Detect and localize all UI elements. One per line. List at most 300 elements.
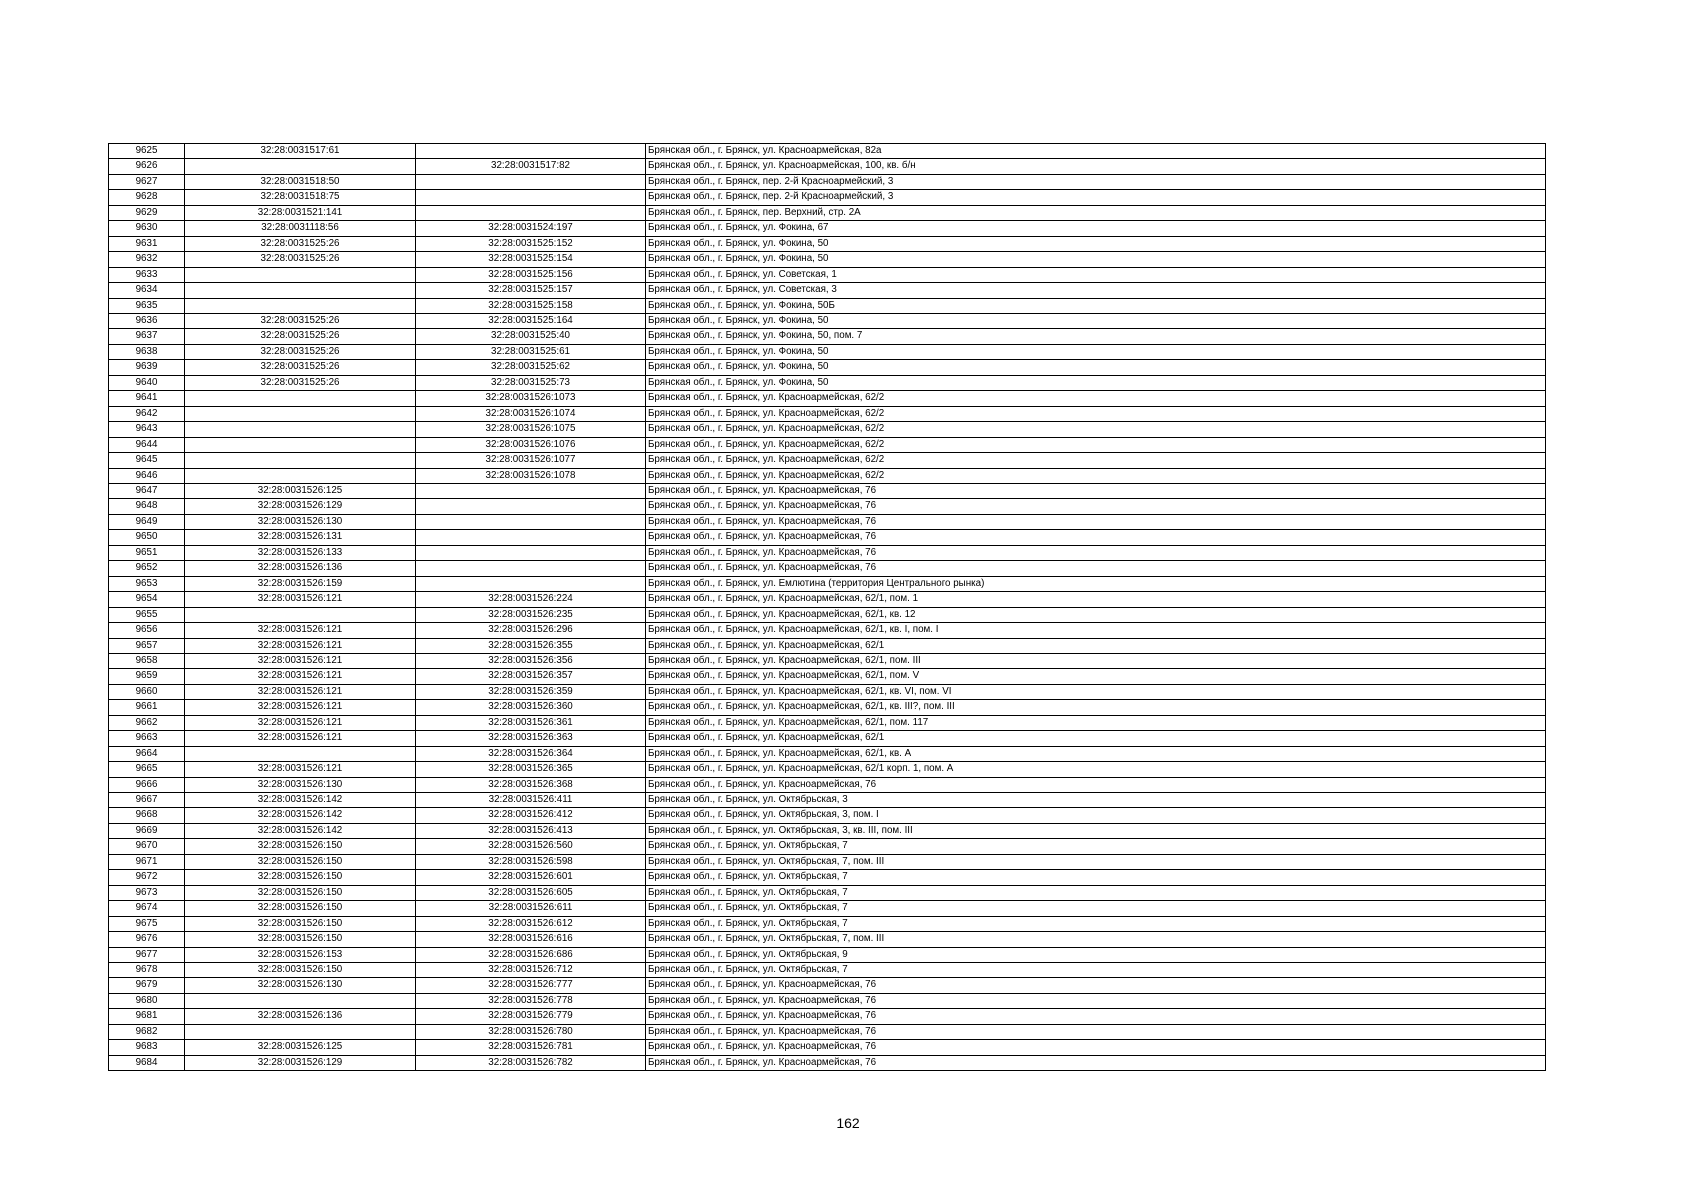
row-number-cell: 9652 <box>109 561 185 576</box>
parent-cadastral-number-cell: 32:28:0031526:150 <box>185 916 416 931</box>
parent-cadastral-number-cell: 32:28:0031526:121 <box>185 638 416 653</box>
table-row <box>109 963 1546 978</box>
parent-cadastral-number-cell <box>185 993 416 1008</box>
table-row <box>109 391 1546 406</box>
address-cell: Брянская обл., г. Брянск, ул. Красноармейская, 62/2 <box>646 406 1546 421</box>
address-cell: Брянская обл., г. Брянск, ул. Октябрьская, 7, пом. III <box>646 932 1546 947</box>
table-row <box>109 298 1546 313</box>
parent-cadastral-number-cell <box>185 746 416 761</box>
table-row <box>109 545 1546 560</box>
address-cell: Брянская обл., г. Брянск, ул. Октябрьская, 7 <box>646 963 1546 978</box>
row-number-cell: 9653 <box>109 576 185 591</box>
address-cell: Брянская обл., г. Брянск, ул. Красноармейская, 100, кв. б/н <box>646 159 1546 174</box>
cadastral-number-cell <box>416 483 646 498</box>
cadastral-number-cell <box>416 561 646 576</box>
parent-cadastral-number-cell: 32:28:0031526:121 <box>185 762 416 777</box>
cadastral-number-cell: 32:28:0031525:158 <box>416 298 646 313</box>
cadastral-number-cell <box>416 190 646 205</box>
table-row <box>109 623 1546 638</box>
address-cell: Брянская обл., г. Брянск, ул. Фокина, 50 <box>646 375 1546 390</box>
address-cell: Брянская обл., г. Брянск, ул. Октябрьская, 7 <box>646 839 1546 854</box>
table-row <box>109 561 1546 576</box>
address-cell: Брянская обл., г. Брянск, ул. Советская, 1 <box>646 267 1546 282</box>
parent-cadastral-number-cell: 32:28:0031526:130 <box>185 978 416 993</box>
parent-cadastral-number-cell: 32:28:0031526:142 <box>185 793 416 808</box>
parent-cadastral-number-cell: 32:28:0031526:125 <box>185 1040 416 1055</box>
cadastral-number-cell: 32:28:0031526:296 <box>416 623 646 638</box>
cadastral-number-cell: 32:28:0031526:360 <box>416 700 646 715</box>
row-number-cell: 9663 <box>109 731 185 746</box>
parent-cadastral-number-cell: 32:28:0031526:159 <box>185 576 416 591</box>
cadastral-number-cell: 32:28:0031526:365 <box>416 762 646 777</box>
table-row <box>109 422 1546 437</box>
table-row <box>109 406 1546 421</box>
cadastral-number-cell: 32:28:0031525:62 <box>416 360 646 375</box>
row-number-cell: 9627 <box>109 174 185 189</box>
parent-cadastral-number-cell: 32:28:0031518:75 <box>185 190 416 205</box>
parent-cadastral-number-cell <box>185 391 416 406</box>
address-cell: Брянская обл., г. Брянск, ул. Фокина, 50Б <box>646 298 1546 313</box>
cadastral-number-cell: 32:28:0031526:601 <box>416 870 646 885</box>
parent-cadastral-number-cell: 32:28:0031525:26 <box>185 236 416 251</box>
address-cell: Брянская обл., г. Брянск, ул. Октябрьская, 7 <box>646 870 1546 885</box>
parent-cadastral-number-cell: 32:28:0031526:150 <box>185 901 416 916</box>
table-row <box>109 731 1546 746</box>
parent-cadastral-number-cell: 32:28:0031526:130 <box>185 777 416 792</box>
table-row <box>109 916 1546 931</box>
table-row <box>109 267 1546 282</box>
row-number-cell: 9673 <box>109 885 185 900</box>
cadastral-number-cell: 32:28:0031526:412 <box>416 808 646 823</box>
address-cell: Брянская обл., г. Брянск, ул. Красноармейская, 62/1 корп. 1, пом. А <box>646 762 1546 777</box>
address-cell: Брянская обл., г. Брянск, ул. Красноармейская, 76 <box>646 1040 1546 1055</box>
address-cell: Брянская обл., г. Брянск, ул. Красноармейская, 62/2 <box>646 422 1546 437</box>
parent-cadastral-number-cell: 32:28:0031526:125 <box>185 483 416 498</box>
parent-cadastral-number-cell <box>185 298 416 313</box>
table-row <box>109 793 1546 808</box>
row-number-cell: 9625 <box>109 144 185 159</box>
address-cell: Брянская обл., г. Брянск, ул. Емлютина (территория Центрального рынка) <box>646 576 1546 591</box>
table-row <box>109 854 1546 869</box>
page-number: 162 <box>836 1115 860 1131</box>
address-cell: Брянская обл., г. Брянск, ул. Красноармейская, 76 <box>646 1024 1546 1039</box>
cadastral-number-cell: 32:28:0031526:686 <box>416 947 646 962</box>
table-row <box>109 530 1546 545</box>
cadastral-number-cell: 32:28:0031526:781 <box>416 1040 646 1055</box>
parent-cadastral-number-cell: 32:28:0031525:26 <box>185 360 416 375</box>
cadastral-number-cell <box>416 530 646 545</box>
table-row <box>109 1040 1546 1055</box>
row-number-cell: 9651 <box>109 545 185 560</box>
table-row <box>109 777 1546 792</box>
cadastral-number-cell: 32:28:0031526:782 <box>416 1055 646 1070</box>
table-row <box>109 870 1546 885</box>
table-row <box>109 499 1546 514</box>
parent-cadastral-number-cell <box>185 283 416 298</box>
table-row <box>109 360 1546 375</box>
cadastral-number-cell: 32:28:0031526:1078 <box>416 468 646 483</box>
parent-cadastral-number-cell <box>185 406 416 421</box>
row-number-cell: 9659 <box>109 669 185 684</box>
table-row <box>109 808 1546 823</box>
cadastral-number-cell <box>416 174 646 189</box>
cadastral-number-cell: 32:28:0031526:235 <box>416 607 646 622</box>
cadastral-number-cell: 32:28:0031526:779 <box>416 1009 646 1024</box>
row-number-cell: 9670 <box>109 839 185 854</box>
document-sheet <box>108 143 1545 1071</box>
cadastral-number-cell: 32:28:0031525:164 <box>416 313 646 328</box>
row-number-cell: 9684 <box>109 1055 185 1070</box>
cadastral-number-cell: 32:28:0031526:778 <box>416 993 646 1008</box>
parent-cadastral-number-cell: 32:28:0031521:141 <box>185 205 416 220</box>
parent-cadastral-number-cell: 32:28:0031526:121 <box>185 715 416 730</box>
cadastral-number-cell: 32:28:0031526:1074 <box>416 406 646 421</box>
parent-cadastral-number-cell: 32:28:0031526:121 <box>185 623 416 638</box>
table-row <box>109 144 1546 159</box>
row-number-cell: 9667 <box>109 793 185 808</box>
cadastral-number-cell: 32:28:0031526:361 <box>416 715 646 730</box>
cadastral-number-cell: 32:28:0031526:780 <box>416 1024 646 1039</box>
row-number-cell: 9628 <box>109 190 185 205</box>
address-cell: Брянская обл., г. Брянск, пер. 2-й Красноармейский, 3 <box>646 174 1546 189</box>
table-row <box>109 715 1546 730</box>
cadastral-number-cell: 32:28:0031526:368 <box>416 777 646 792</box>
cadastral-number-cell: 32:28:0031526:411 <box>416 793 646 808</box>
cadastral-number-cell: 32:28:0031526:413 <box>416 823 646 838</box>
address-cell: Брянская обл., г. Брянск, ул. Фокина, 50, пом. 7 <box>646 329 1546 344</box>
table-row <box>109 344 1546 359</box>
table-row <box>109 669 1546 684</box>
table-row <box>109 205 1546 220</box>
address-cell: Брянская обл., г. Брянск, ул. Октябрьская, 9 <box>646 947 1546 962</box>
parent-cadastral-number-cell: 32:28:0031526:133 <box>185 545 416 560</box>
parent-cadastral-number-cell: 32:28:0031526:150 <box>185 885 416 900</box>
table-row <box>109 174 1546 189</box>
cadastral-number-cell: 32:28:0031526:611 <box>416 901 646 916</box>
address-cell: Брянская обл., г. Брянск, ул. Красноармейская, 76 <box>646 777 1546 792</box>
parent-cadastral-number-cell: 32:28:0031526:136 <box>185 1009 416 1024</box>
row-number-cell: 9654 <box>109 592 185 607</box>
address-cell: Брянская обл., г. Брянск, ул. Октябрьская, 7 <box>646 885 1546 900</box>
row-number-cell: 9662 <box>109 715 185 730</box>
table-row <box>109 453 1546 468</box>
table-row <box>109 993 1546 1008</box>
table-row <box>109 1024 1546 1039</box>
table-row <box>109 932 1546 947</box>
address-cell: Брянская обл., г. Брянск, ул. Красноармейская, 62/1, кв. III?, пом. III <box>646 700 1546 715</box>
row-number-cell: 9643 <box>109 422 185 437</box>
parent-cadastral-number-cell: 32:28:0031526:121 <box>185 731 416 746</box>
table-row <box>109 638 1546 653</box>
parent-cadastral-number-cell <box>185 422 416 437</box>
row-number-cell: 9656 <box>109 623 185 638</box>
cadastral-number-cell <box>416 576 646 591</box>
row-number-cell: 9629 <box>109 205 185 220</box>
row-number-cell: 9661 <box>109 700 185 715</box>
cadastral-number-cell: 32:28:0031526:364 <box>416 746 646 761</box>
cadastral-number-cell <box>416 205 646 220</box>
cadastral-number-cell: 32:28:0031526:1076 <box>416 437 646 452</box>
row-number-cell: 9640 <box>109 375 185 390</box>
table-row <box>109 885 1546 900</box>
cadastral-table <box>108 143 1546 1071</box>
cadastral-number-cell: 32:28:0031526:1075 <box>416 422 646 437</box>
cadastral-number-cell: 32:28:0031526:224 <box>416 592 646 607</box>
cadastral-number-cell: 32:28:0031526:616 <box>416 932 646 947</box>
cadastral-number-cell <box>416 499 646 514</box>
parent-cadastral-number-cell: 32:28:0031525:26 <box>185 375 416 390</box>
table-row <box>109 1055 1546 1070</box>
parent-cadastral-number-cell: 32:28:0031526:131 <box>185 530 416 545</box>
table-row <box>109 653 1546 668</box>
address-cell: Брянская обл., г. Брянск, ул. Красноармейская, 62/2 <box>646 391 1546 406</box>
address-cell: Брянская обл., г. Брянск, ул. Октябрьская, 7 <box>646 916 1546 931</box>
cadastral-number-cell: 32:28:0031525:154 <box>416 252 646 267</box>
cadastral-number-cell: 32:28:0031517:82 <box>416 159 646 174</box>
table-row <box>109 901 1546 916</box>
cadastral-number-cell: 32:28:0031525:156 <box>416 267 646 282</box>
cadastral-number-cell: 32:28:0031525:157 <box>416 283 646 298</box>
cadastral-number-cell: 32:28:0031526:598 <box>416 854 646 869</box>
row-number-cell: 9638 <box>109 344 185 359</box>
row-number-cell: 9642 <box>109 406 185 421</box>
address-cell: Брянская обл., г. Брянск, ул. Фокина, 50 <box>646 360 1546 375</box>
cadastral-number-cell: 32:28:0031525:61 <box>416 344 646 359</box>
table-row <box>109 576 1546 591</box>
row-number-cell: 9683 <box>109 1040 185 1055</box>
row-number-cell: 9658 <box>109 653 185 668</box>
cadastral-number-cell: 32:28:0031526:777 <box>416 978 646 993</box>
address-cell: Брянская обл., г. Брянск, ул. Красноармейская, 62/1, кв. VI, пом. VI <box>646 684 1546 699</box>
row-number-cell: 9644 <box>109 437 185 452</box>
cadastral-number-cell: 32:28:0031526:363 <box>416 731 646 746</box>
table-row <box>109 700 1546 715</box>
address-cell: Брянская обл., г. Брянск, ул. Красноармейская, 62/2 <box>646 453 1546 468</box>
address-cell: Брянская обл., г. Брянск, ул. Фокина, 50 <box>646 236 1546 251</box>
row-number-cell: 9671 <box>109 854 185 869</box>
table-row <box>109 313 1546 328</box>
address-cell: Брянская обл., г. Брянск, ул. Фокина, 50 <box>646 252 1546 267</box>
parent-cadastral-number-cell <box>185 437 416 452</box>
row-number-cell: 9634 <box>109 283 185 298</box>
address-cell: Брянская обл., г. Брянск, ул. Красноармейская, 76 <box>646 514 1546 529</box>
row-number-cell: 9646 <box>109 468 185 483</box>
row-number-cell: 9647 <box>109 483 185 498</box>
row-number-cell: 9660 <box>109 684 185 699</box>
parent-cadastral-number-cell <box>185 1024 416 1039</box>
row-number-cell: 9681 <box>109 1009 185 1024</box>
parent-cadastral-number-cell <box>185 159 416 174</box>
cadastral-number-cell: 32:28:0031525:73 <box>416 375 646 390</box>
table-row <box>109 375 1546 390</box>
address-cell: Брянская обл., г. Брянск, ул. Красноармейская, 62/1, пом. 117 <box>646 715 1546 730</box>
cadastral-number-cell: 32:28:0031524:197 <box>416 221 646 236</box>
address-cell: Брянская обл., г. Брянск, ул. Красноармейская, 62/1, пом. III <box>646 653 1546 668</box>
cadastral-number-cell: 32:28:0031526:357 <box>416 669 646 684</box>
cadastral-number-cell: 32:28:0031526:560 <box>416 839 646 854</box>
table-row <box>109 607 1546 622</box>
row-number-cell: 9632 <box>109 252 185 267</box>
row-number-cell: 9630 <box>109 221 185 236</box>
address-cell: Брянская обл., г. Брянск, ул. Красноармейская, 62/1, пом. 1 <box>646 592 1546 607</box>
address-cell: Брянская обл., г. Брянск, ул. Красноармейская, 76 <box>646 530 1546 545</box>
address-cell: Брянская обл., г. Брянск, ул. Красноармейская, 62/1, кв. I, пом. I <box>646 623 1546 638</box>
row-number-cell: 9650 <box>109 530 185 545</box>
row-number-cell: 9672 <box>109 870 185 885</box>
address-cell: Брянская обл., г. Брянск, ул. Фокина, 50 <box>646 313 1546 328</box>
parent-cadastral-number-cell: 32:28:0031526:150 <box>185 963 416 978</box>
cadastral-table-body <box>109 144 1546 1071</box>
address-cell: Брянская обл., г. Брянск, ул. Красноармейская, 76 <box>646 1055 1546 1070</box>
parent-cadastral-number-cell: 32:28:0031526:150 <box>185 870 416 885</box>
parent-cadastral-number-cell <box>185 267 416 282</box>
address-cell: Брянская обл., г. Брянск, ул. Октябрьская, 7 <box>646 901 1546 916</box>
address-cell: Брянская обл., г. Брянск, ул. Красноармейская, 82а <box>646 144 1546 159</box>
parent-cadastral-number-cell: 32:28:0031526:150 <box>185 839 416 854</box>
row-number-cell: 9626 <box>109 159 185 174</box>
row-number-cell: 9669 <box>109 823 185 838</box>
parent-cadastral-number-cell: 32:28:0031526:130 <box>185 514 416 529</box>
table-row <box>109 823 1546 838</box>
row-number-cell: 9680 <box>109 993 185 1008</box>
parent-cadastral-number-cell: 32:28:0031526:121 <box>185 684 416 699</box>
cadastral-number-cell: 32:28:0031526:712 <box>416 963 646 978</box>
address-cell: Брянская обл., г. Брянск, ул. Красноармейская, 76 <box>646 1009 1546 1024</box>
table-row <box>109 283 1546 298</box>
address-cell: Брянская обл., г. Брянск, ул. Октябрьская, 3, кв. III, пом. III <box>646 823 1546 838</box>
table-row <box>109 839 1546 854</box>
table-row <box>109 746 1546 761</box>
table-row <box>109 684 1546 699</box>
cadastral-number-cell <box>416 514 646 529</box>
cadastral-number-cell: 32:28:0031526:355 <box>416 638 646 653</box>
address-cell: Брянская обл., г. Брянск, пер. 2-й Красноармейский, 3 <box>646 190 1546 205</box>
parent-cadastral-number-cell: 32:28:0031526:121 <box>185 669 416 684</box>
row-number-cell: 9637 <box>109 329 185 344</box>
row-number-cell: 9657 <box>109 638 185 653</box>
cadastral-number-cell: 32:28:0031526:359 <box>416 684 646 699</box>
row-number-cell: 9665 <box>109 762 185 777</box>
address-cell: Брянская обл., г. Брянск, ул. Октябрьская, 3 <box>646 793 1546 808</box>
parent-cadastral-number-cell: 32:28:0031526:150 <box>185 932 416 947</box>
address-cell: Брянская обл., г. Брянск, ул. Красноармейская, 76 <box>646 499 1546 514</box>
row-number-cell: 9636 <box>109 313 185 328</box>
parent-cadastral-number-cell: 32:28:0031526:142 <box>185 823 416 838</box>
address-cell: Брянская обл., г. Брянск, ул. Красноармейская, 76 <box>646 978 1546 993</box>
parent-cadastral-number-cell: 32:28:0031526:121 <box>185 700 416 715</box>
table-row <box>109 762 1546 777</box>
parent-cadastral-number-cell: 32:28:0031526:129 <box>185 499 416 514</box>
parent-cadastral-number-cell <box>185 453 416 468</box>
parent-cadastral-number-cell: 32:28:0031526:153 <box>185 947 416 962</box>
row-number-cell: 9633 <box>109 267 185 282</box>
row-number-cell: 9631 <box>109 236 185 251</box>
row-number-cell: 9668 <box>109 808 185 823</box>
row-number-cell: 9677 <box>109 947 185 962</box>
table-row <box>109 236 1546 251</box>
parent-cadastral-number-cell: 32:28:0031526:142 <box>185 808 416 823</box>
address-cell: Брянская обл., г. Брянск, ул. Советская, 3 <box>646 283 1546 298</box>
table-row <box>109 1009 1546 1024</box>
parent-cadastral-number-cell: 32:28:0031525:26 <box>185 329 416 344</box>
table-row <box>109 329 1546 344</box>
address-cell: Брянская обл., г. Брянск, ул. Красноармейская, 62/1, кв. 12 <box>646 607 1546 622</box>
parent-cadastral-number-cell: 32:28:0031118:56 <box>185 221 416 236</box>
row-number-cell: 9635 <box>109 298 185 313</box>
row-number-cell: 9679 <box>109 978 185 993</box>
table-row <box>109 437 1546 452</box>
cadastral-number-cell: 32:28:0031526:1073 <box>416 391 646 406</box>
cadastral-number-cell: 32:28:0031526:356 <box>416 653 646 668</box>
table-row <box>109 468 1546 483</box>
table-row <box>109 978 1546 993</box>
address-cell: Брянская обл., г. Брянск, ул. Красноармейская, 76 <box>646 561 1546 576</box>
table-row <box>109 483 1546 498</box>
address-cell: Брянская обл., г. Брянск, ул. Красноармейская, 62/1, кв. А <box>646 746 1546 761</box>
table-row <box>109 190 1546 205</box>
row-number-cell: 9682 <box>109 1024 185 1039</box>
cadastral-number-cell: 32:28:0031526:605 <box>416 885 646 900</box>
row-number-cell: 9648 <box>109 499 185 514</box>
address-cell: Брянская обл., г. Брянск, пер. Верхний, стр. 2А <box>646 205 1546 220</box>
parent-cadastral-number-cell: 32:28:0031526:129 <box>185 1055 416 1070</box>
table-row <box>109 159 1546 174</box>
row-number-cell: 9674 <box>109 901 185 916</box>
row-number-cell: 9676 <box>109 932 185 947</box>
parent-cadastral-number-cell: 32:28:0031518:50 <box>185 174 416 189</box>
cadastral-number-cell <box>416 144 646 159</box>
address-cell: Брянская обл., г. Брянск, ул. Красноармейская, 62/2 <box>646 437 1546 452</box>
parent-cadastral-number-cell: 32:28:0031526:121 <box>185 653 416 668</box>
cadastral-number-cell: 32:28:0031526:1077 <box>416 453 646 468</box>
address-cell: Брянская обл., г. Брянск, ул. Красноармейская, 76 <box>646 993 1546 1008</box>
address-cell: Брянская обл., г. Брянск, ул. Октябрьская, 7, пом. III <box>646 854 1546 869</box>
row-number-cell: 9641 <box>109 391 185 406</box>
address-cell: Брянская обл., г. Брянск, ул. Октябрьская, 3, пом. I <box>646 808 1546 823</box>
table-row <box>109 592 1546 607</box>
cadastral-number-cell: 32:28:0031525:40 <box>416 329 646 344</box>
row-number-cell: 9678 <box>109 963 185 978</box>
parent-cadastral-number-cell: 32:28:0031525:26 <box>185 252 416 267</box>
parent-cadastral-number-cell: 32:28:0031525:26 <box>185 344 416 359</box>
table-row <box>109 947 1546 962</box>
table-row <box>109 252 1546 267</box>
address-cell: Брянская обл., г. Брянск, ул. Фокина, 67 <box>646 221 1546 236</box>
parent-cadastral-number-cell <box>185 607 416 622</box>
row-number-cell: 9666 <box>109 777 185 792</box>
cadastral-number-cell <box>416 545 646 560</box>
address-cell: Брянская обл., г. Брянск, ул. Красноармейская, 62/1 <box>646 638 1546 653</box>
row-number-cell: 9649 <box>109 514 185 529</box>
parent-cadastral-number-cell: 32:28:0031526:136 <box>185 561 416 576</box>
cadastral-number-cell: 32:28:0031525:152 <box>416 236 646 251</box>
row-number-cell: 9675 <box>109 916 185 931</box>
row-number-cell: 9664 <box>109 746 185 761</box>
address-cell: Брянская обл., г. Брянск, ул. Красноармейская, 76 <box>646 483 1546 498</box>
parent-cadastral-number-cell <box>185 468 416 483</box>
parent-cadastral-number-cell: 32:28:0031526:121 <box>185 592 416 607</box>
cadastral-number-cell: 32:28:0031526:612 <box>416 916 646 931</box>
parent-cadastral-number-cell: 32:28:0031517:61 <box>185 144 416 159</box>
address-cell: Брянская обл., г. Брянск, ул. Фокина, 50 <box>646 344 1546 359</box>
table-row <box>109 221 1546 236</box>
parent-cadastral-number-cell: 32:28:0031526:150 <box>185 854 416 869</box>
row-number-cell: 9655 <box>109 607 185 622</box>
table-row <box>109 514 1546 529</box>
address-cell: Брянская обл., г. Брянск, ул. Красноармейская, 62/1, пом. V <box>646 669 1546 684</box>
address-cell: Брянская обл., г. Брянск, ул. Красноармейская, 62/1 <box>646 731 1546 746</box>
row-number-cell: 9645 <box>109 453 185 468</box>
